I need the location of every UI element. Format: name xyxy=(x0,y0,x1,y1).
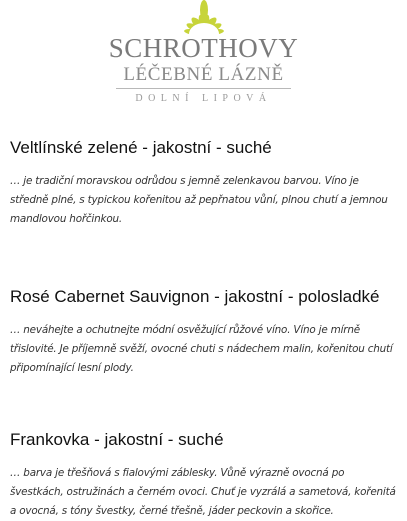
wine-title: Veltlínské zelené - jakostní - suché xyxy=(10,138,272,157)
wine-item xyxy=(10,138,398,229)
wine-description: … neváhejte a ochutnejte módní osvěžující růžové víno. Víno je mírně třislovité. Je příjemně svěží, ovocné chuti s nádechem malin, kořenitou chutí připomínající lesní plody. xyxy=(10,324,393,374)
wine-title: Frankovka - jakostní - suché xyxy=(10,430,224,449)
spa-logo[interactable] xyxy=(0,0,407,110)
logo-subtitle: LÉČEBNÉ LÁZNĚ xyxy=(123,64,284,85)
wine-item xyxy=(10,287,398,378)
logo-location: DOLNÍ LIPOVÁ xyxy=(135,93,272,104)
logo-title: SCHROTHOVY xyxy=(108,33,299,63)
wine-description: … je tradiční moravskou odrůdou s jemně zelenkavou barvou. Víno je středně plné, s typickou kořenitou až pepřnatou vůní, plnou chutí a jemnou mandlovou hořčinkou. xyxy=(10,175,388,225)
wine-description: … barva je třešňová s fialovými záblesky. Vůně výrazně ovocná po švestkách, ostružinách a černém ovoci. Chuť je vyzrálá a sametová, kořenitá a ovocná, s tóny švestky, černé třešně, jáder peckovin a skořice. xyxy=(10,467,396,517)
logo-divider xyxy=(116,88,291,89)
wine-item xyxy=(10,430,398,521)
wine-title: Rosé Cabernet Sauvignon - jakostní - polosladké xyxy=(10,287,380,306)
flower-icon xyxy=(163,0,245,34)
